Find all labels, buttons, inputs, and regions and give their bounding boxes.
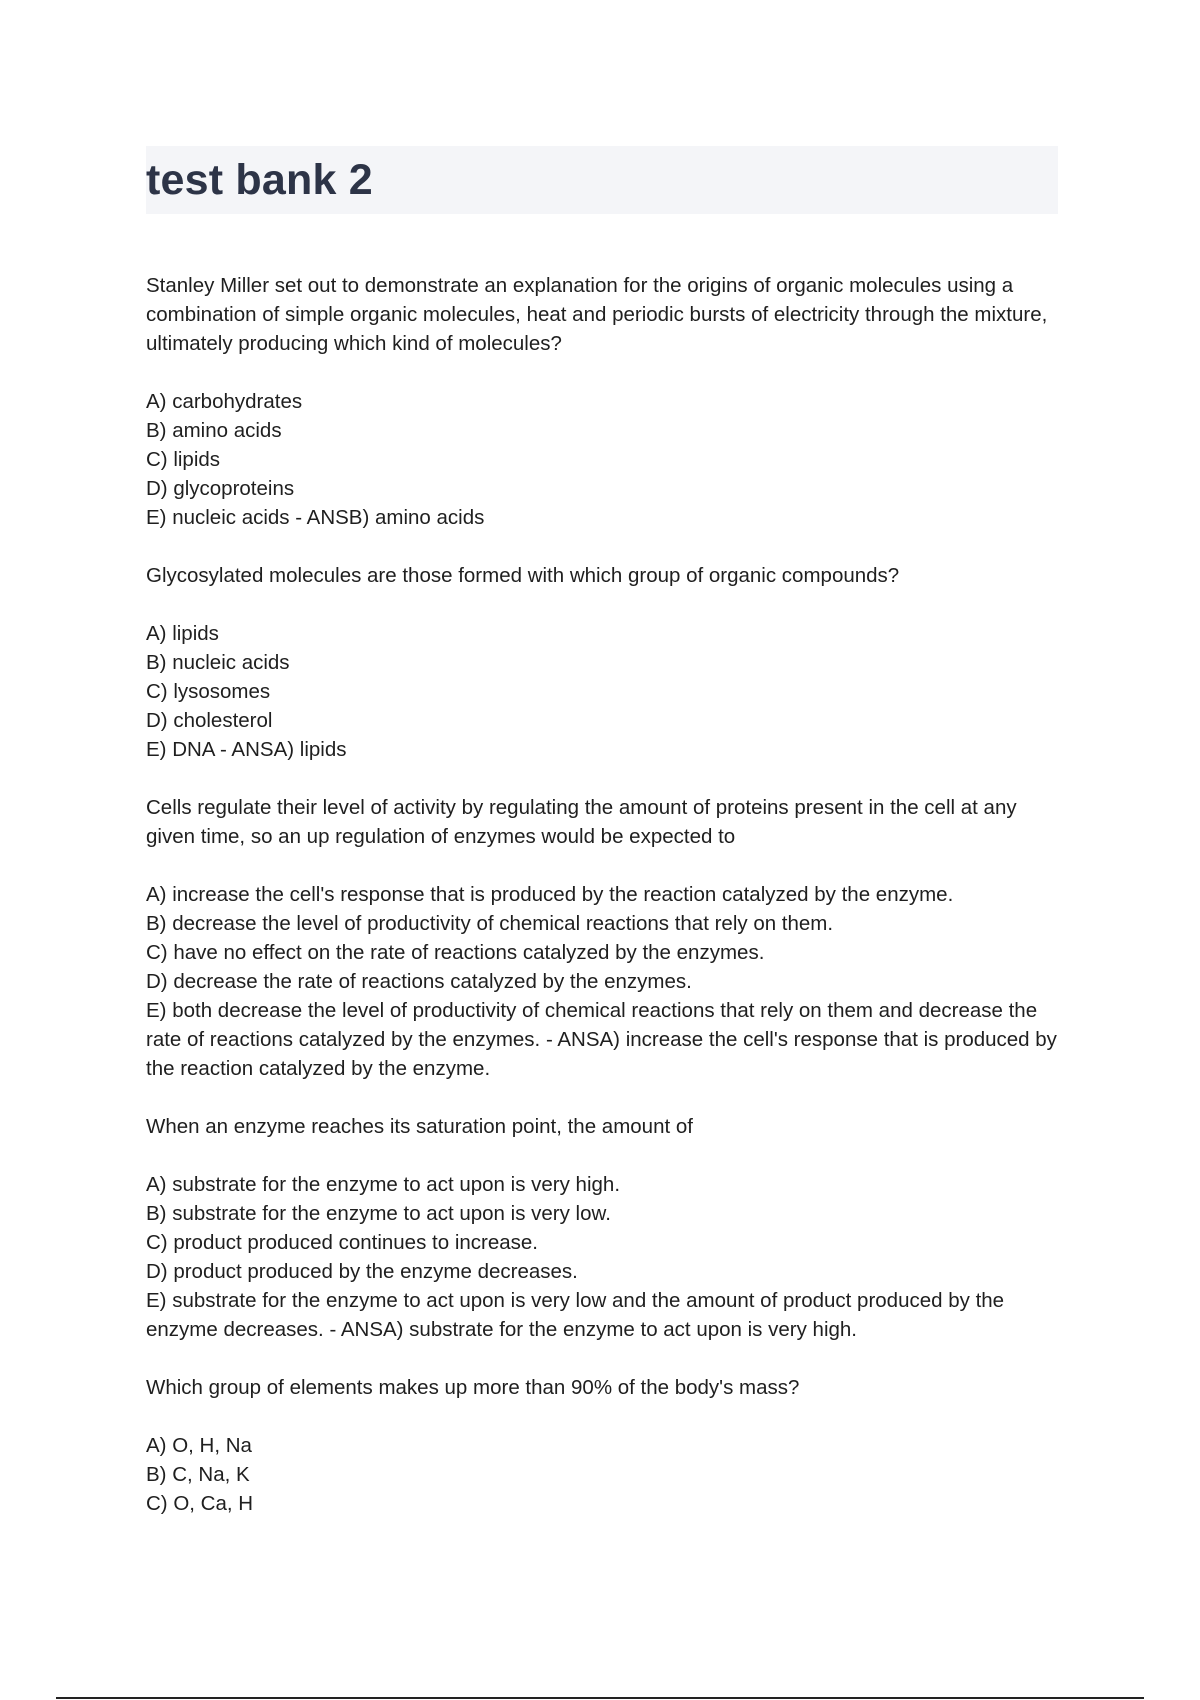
option-item: A) carbohydrates	[146, 390, 303, 413]
option-item: C) have no effect on the rate of reactions catalyzed by the enzymes.	[146, 941, 765, 964]
option-item-with-answer: E) DNA - ANSA) lipids	[146, 738, 347, 761]
option-item-with-answer: E) both decrease the level of productivity of chemical reactions that rely on them and decrease the rate of reactions catalyzed by the enzymes. - ANSA) increase the cell's response that is produced by the reaction catalyzed by the enzyme.	[146, 999, 1057, 1080]
question-block	[146, 1373, 1058, 1518]
option-item: B) C, Na, K	[146, 1463, 250, 1486]
option-item: C) O, Ca, H	[146, 1492, 254, 1515]
question-block	[146, 793, 1058, 1083]
option-item: C) lipids	[146, 448, 221, 471]
option-item-with-answer: E) substrate for the enzyme to act upon is very low and the amount of product produced by the enzyme decreases. - ANSA) substrate for the enzyme to act upon is very high.	[146, 1289, 1005, 1341]
option-item: C) lysosomes	[146, 680, 271, 703]
option-list	[146, 1431, 1058, 1518]
option-item: B) amino acids	[146, 419, 282, 442]
option-item: D) decrease the rate of reactions catalyzed by the enzymes.	[146, 970, 692, 993]
option-item: A) increase the cell's response that is produced by the reaction catalyzed by the enzyme.	[146, 883, 954, 906]
option-item: B) nucleic acids	[146, 651, 290, 674]
question-text: Glycosylated molecules are those formed with which group of organic compounds?	[146, 564, 900, 587]
option-item: A) substrate for the enzyme to act upon is very high.	[146, 1173, 621, 1196]
document-title: test bank 2	[146, 155, 373, 204]
question-block	[146, 271, 1058, 532]
question-text: Stanley Miller set out to demonstrate an explanation for the origins of organic molecules using a combination of simple organic molecules, heat and periodic bursts of electricity through the mixture, ultimately producing which kind of molecules?	[146, 274, 1048, 355]
option-item: A) O, H, Na	[146, 1434, 252, 1457]
option-list	[146, 619, 1058, 764]
question-text: Which group of elements makes up more than 90% of the body's mass?	[146, 1376, 800, 1399]
option-item: A) lipids	[146, 622, 219, 645]
title-band	[146, 146, 1058, 214]
option-list	[146, 880, 1058, 1083]
option-item: B) substrate for the enzyme to act upon is very low.	[146, 1202, 611, 1225]
question-block	[146, 561, 1058, 764]
question-block	[146, 1112, 1058, 1344]
option-item: D) glycoproteins	[146, 477, 295, 500]
option-list	[146, 1170, 1058, 1344]
document-page	[146, 146, 1058, 1547]
option-item: D) cholesterol	[146, 709, 273, 732]
question-text: Cells regulate their level of activity by regulating the amount of proteins present in the cell at any given time, so an up regulation of enzymes would be expected to	[146, 796, 1017, 848]
question-text: When an enzyme reaches its saturation point, the amount of	[146, 1115, 693, 1138]
footer-divider	[56, 1697, 1144, 1699]
option-item-with-answer: E) nucleic acids - ANSB) amino acids	[146, 506, 485, 529]
option-item: C) product produced continues to increase.	[146, 1231, 539, 1254]
option-item: B) decrease the level of productivity of chemical reactions that rely on them.	[146, 912, 834, 935]
option-list	[146, 387, 1058, 532]
option-item: D) product produced by the enzyme decreases.	[146, 1260, 578, 1283]
question-list	[146, 271, 1058, 1518]
